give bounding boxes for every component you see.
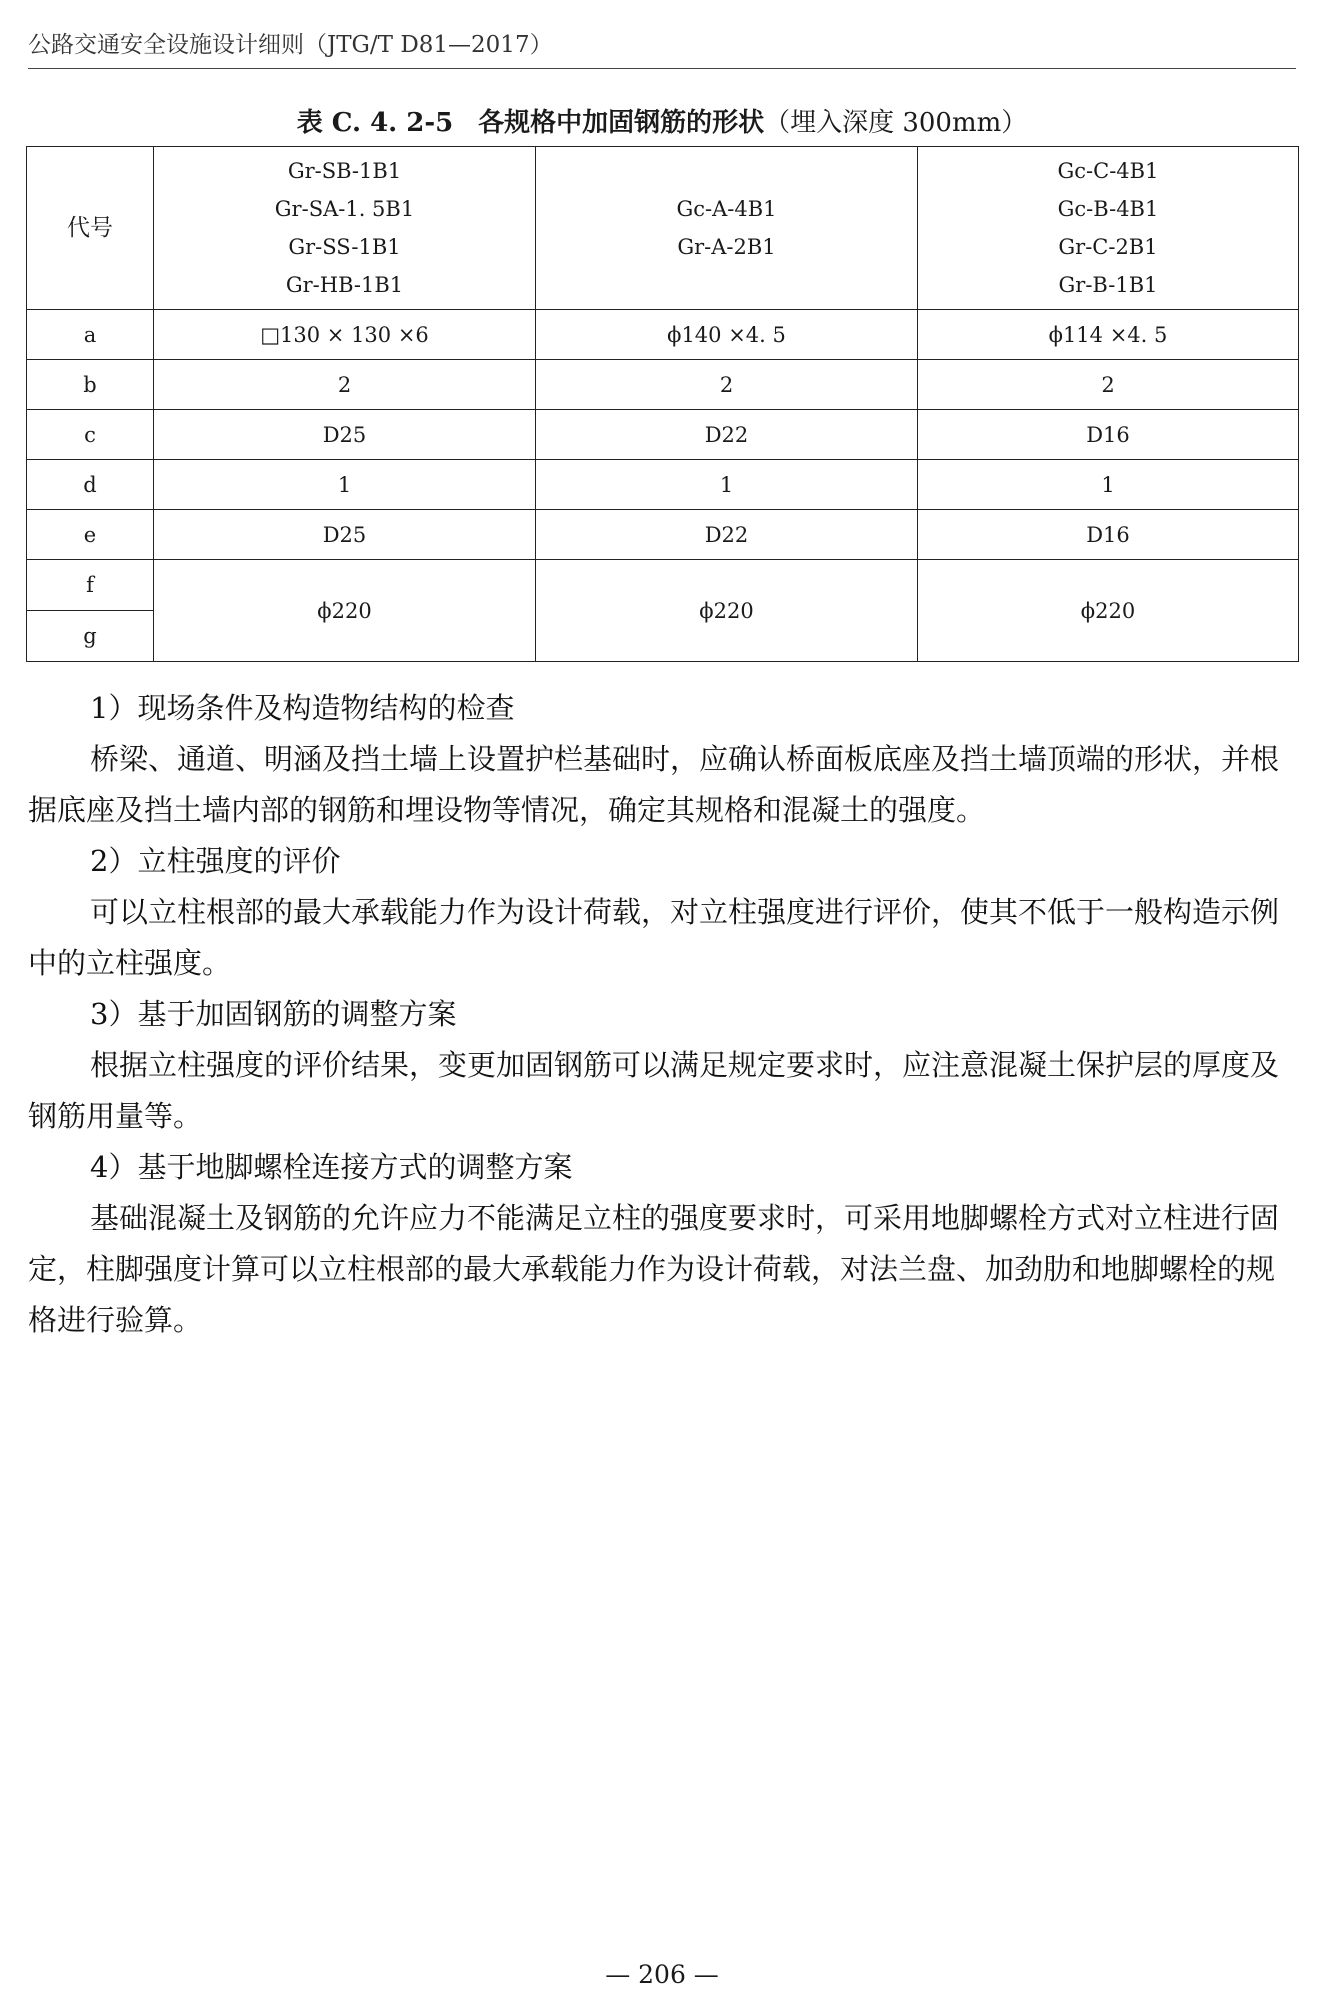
section-heading-4: 4）基于地脚螺栓连接方式的调整方案 xyxy=(90,1150,573,1184)
table-cell: 1 xyxy=(154,460,536,510)
table-cell: □130 × 130 ×6 xyxy=(154,310,536,360)
table-cell: 2 xyxy=(918,360,1299,410)
section-paragraph-2: 可以立柱根部的最大承载能力作为设计荷载，对立柱强度进行评价，使其不低于一般构造示例中的立柱强度。 xyxy=(28,895,1280,980)
table-cell: D16 xyxy=(918,410,1299,460)
table-cell: D25 xyxy=(154,410,536,460)
row-label: a xyxy=(27,310,154,360)
table-row-c xyxy=(27,410,1299,460)
table-header-row xyxy=(27,147,1299,310)
column-header-2 xyxy=(536,147,918,310)
table-row-a xyxy=(27,310,1299,360)
code-name: Gc-C-4B1 xyxy=(1057,159,1159,183)
row-label: c xyxy=(27,410,154,460)
table-cell: ϕ220 xyxy=(536,560,918,662)
table-cell: 1 xyxy=(536,460,918,510)
table-title-note: （埋入深度 300mm） xyxy=(764,108,1028,138)
section-paragraph-3: 根据立柱强度的评价结果，变更加固钢筋可以满足规定要求时，应注意混凝土保护层的厚度及钢筋用量等。 xyxy=(28,1048,1280,1133)
running-header: 公路交通安全设施设计细则（JTG/T D81—2017） xyxy=(28,32,553,58)
section-heading-1: 1）现场条件及构造物结构的检查 xyxy=(90,691,515,725)
row-label: g xyxy=(27,611,154,662)
table-title: 各规格中加固钢筋的形状 xyxy=(478,108,765,138)
table-cell: D25 xyxy=(154,510,536,560)
table-cell: 2 xyxy=(536,360,918,410)
rebar-spec-table xyxy=(26,146,1299,662)
code-name: Gr-HB-1B1 xyxy=(285,273,404,297)
code-name: Gr-C-2B1 xyxy=(1058,235,1158,259)
table-caption xyxy=(0,102,1324,139)
code-name: Gr-SA-1. 5B1 xyxy=(274,197,415,221)
page-number: — 206 — xyxy=(605,1960,719,1989)
table-cell: D22 xyxy=(536,510,918,560)
section-heading-2: 2）立柱强度的评价 xyxy=(90,844,341,878)
table-cell: 1 xyxy=(918,460,1299,510)
header-rule xyxy=(28,68,1296,69)
code-name: Gr-SS-1B1 xyxy=(288,235,401,259)
section-paragraph-1: 桥梁、通道、明涵及挡土墙上设置护栏基础时，应确认桥面板底座及挡土墙顶端的形状，并根据底座及挡土墙内部的钢筋和埋设物等情况，确定其规格和混凝土的强度。 xyxy=(28,742,1280,827)
code-name: Gr-SB-1B1 xyxy=(287,159,402,183)
section-paragraph-4: 基础混凝土及钢筋的允许应力不能满足立柱的强度要求时，可采用地脚螺栓方式对立柱进行固定，柱脚强度计算可以立柱根部的最大承载能力作为设计荷载，对法兰盘、加劲肋和地脚螺栓的规格进行验算。 xyxy=(28,1201,1280,1337)
table-cell: 2 xyxy=(154,360,536,410)
code-name: Gc-B-4B1 xyxy=(1057,197,1159,221)
table-row-e xyxy=(27,510,1299,560)
header-code-label: 代号 xyxy=(27,147,154,310)
table-cell: ϕ114 ×4. 5 xyxy=(918,310,1299,360)
table-cell: ϕ140 ×4. 5 xyxy=(536,310,918,360)
code-name: Gr-A-2B1 xyxy=(677,235,776,259)
row-label: d xyxy=(27,460,154,510)
table-row-f xyxy=(27,560,1299,611)
table-cell: ϕ220 xyxy=(154,560,536,662)
body-text xyxy=(28,683,1296,1346)
table-cell: D16 xyxy=(918,510,1299,560)
row-label: f xyxy=(27,560,154,611)
table-row-b xyxy=(27,360,1299,410)
table-row-d xyxy=(27,460,1299,510)
section-heading-3: 3）基于加固钢筋的调整方案 xyxy=(90,997,457,1031)
row-label: b xyxy=(27,360,154,410)
table-number: 表 C. 4. 2-5 xyxy=(296,108,454,138)
column-header-3 xyxy=(918,147,1299,310)
code-name: Gc-A-4B1 xyxy=(676,197,777,221)
row-label: e xyxy=(27,510,154,560)
table-cell: ϕ220 xyxy=(918,560,1299,662)
table-cell: D22 xyxy=(536,410,918,460)
code-name: Gr-B-1B1 xyxy=(1058,273,1158,297)
column-header-1 xyxy=(154,147,536,310)
